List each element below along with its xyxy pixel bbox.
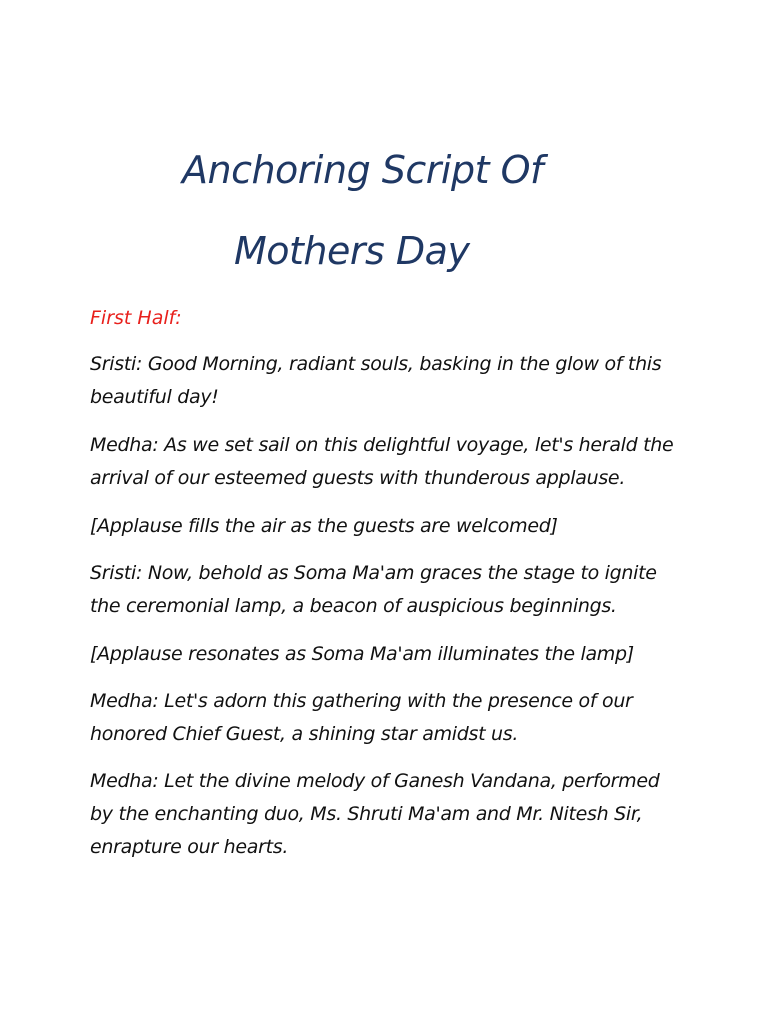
document-title-line-1: Anchoring Script Of [182, 148, 543, 192]
paragraph-3 [90, 510, 690, 543]
paragraph-line: Sristi: Good Morning, radiant souls, basking in the glow of this [90, 353, 662, 375]
section-heading: First Half: [90, 307, 182, 329]
paragraph-line: [Applause resonates as Soma Ma'am illuminates the lamp] [90, 643, 634, 665]
paragraph-line: Sristi: Now, behold as Soma Ma'am graces the stage to ignite [90, 562, 657, 584]
paragraph-4 [90, 557, 690, 623]
paragraph-line: Medha: Let's adorn this gathering with the presence of our [90, 690, 633, 712]
paragraph-line: enrapture our hearts. [90, 836, 289, 858]
paragraph-line: Medha: Let the divine melody of Ganesh Vandana, performed [90, 770, 660, 792]
paragraph-line: the ceremonial lamp, a beacon of auspicious beginnings. [90, 595, 617, 617]
paragraph-line: beautiful day! [90, 386, 219, 408]
paragraph-line: by the enchanting duo, Ms. Shruti Ma'am and Mr. Nitesh Sir, [90, 803, 643, 825]
paragraph-6 [90, 685, 690, 751]
document-title-line-2: Mothers Day [234, 229, 470, 273]
paragraph-1 [90, 348, 690, 414]
paragraph-2 [90, 429, 690, 495]
paragraph-line: arrival of our esteemed guests with thunderous applause. [90, 467, 626, 489]
paragraph-line: [Applause fills the air as the guests are welcomed] [90, 515, 558, 537]
paragraph-7 [90, 765, 690, 864]
paragraph-5 [90, 638, 690, 671]
paragraph-line: Medha: As we set sail on this delightful voyage, let's herald the [90, 434, 674, 456]
paragraph-line: honored Chief Guest, a shining star amidst us. [90, 723, 519, 745]
